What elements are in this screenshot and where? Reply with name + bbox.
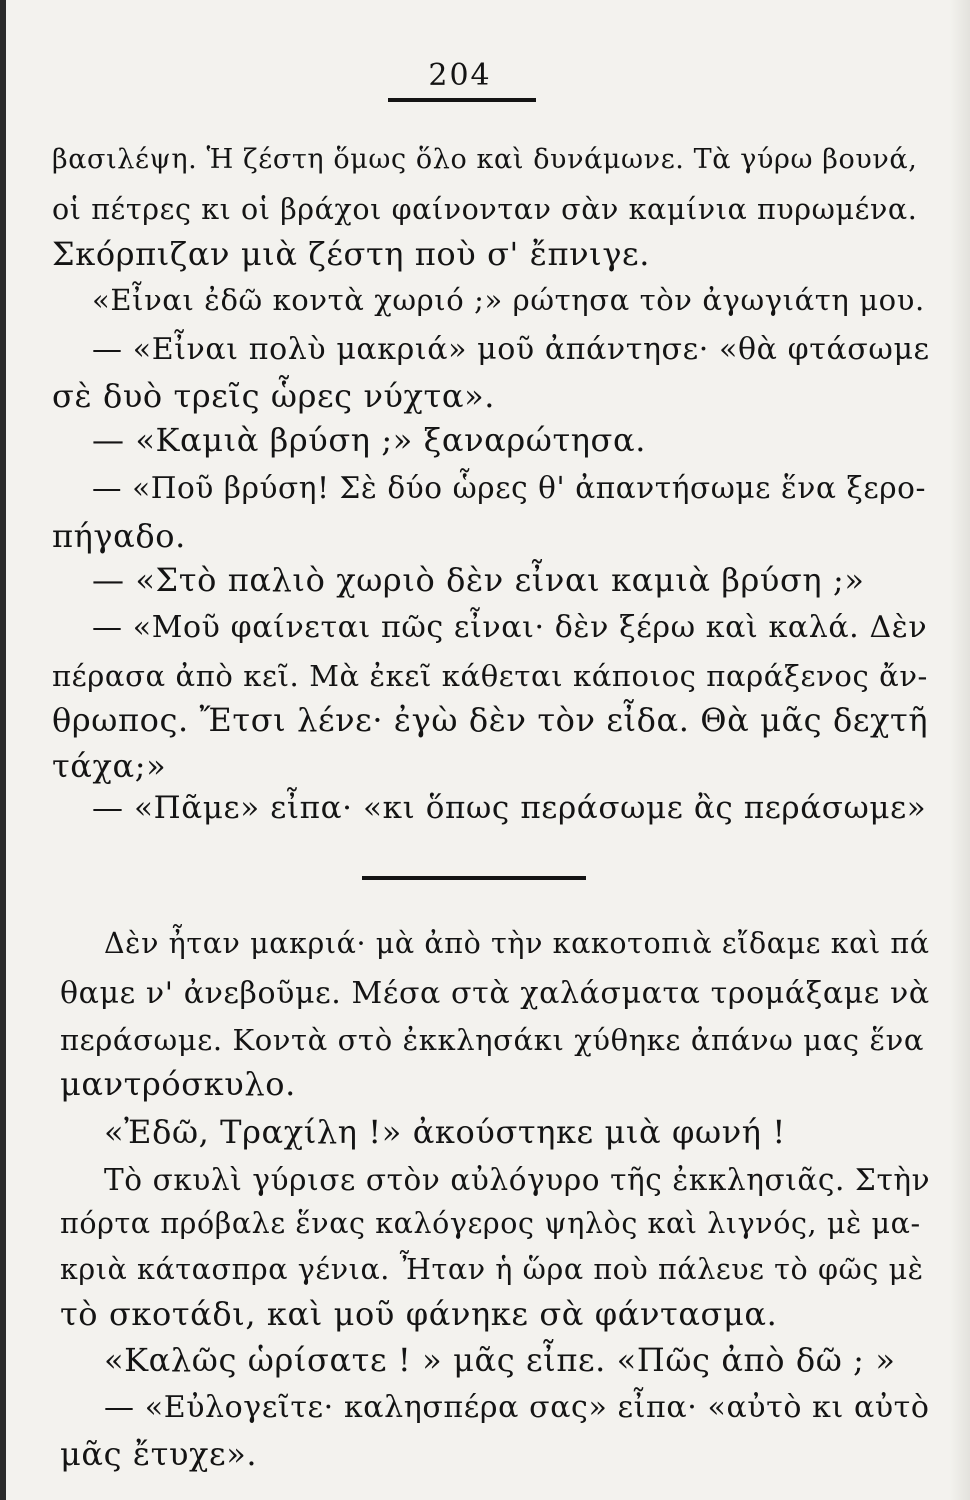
text-line: «Εἶναι ἐδῶ κοντὰ χωριό ;» ρώτησα τὸν ἀγωγιάτη μου.	[92, 283, 925, 317]
page-left-edge	[0, 0, 6, 1500]
text-line: βασιλέψη. Ἡ ζέστη ὅμως ὅλο καὶ δυνάμωνε. Τὰ γύρω βουνά,	[52, 144, 918, 175]
page-right-edge	[950, 0, 970, 1500]
text-line: — «Εὐλογεῖτε· καλησπέρα σας» εἶπα· «αὐτὸ κι αὐτὸ	[104, 1390, 930, 1425]
text-line: Δὲν ἦταν μακριά· μὰ ἀπὸ τὴν κακοτοπιὰ εἴδαμε καὶ πά	[104, 927, 930, 960]
text-line: σὲ δυὸ τρεῖς ὧρες νύχτα».	[52, 377, 496, 415]
text-line: περάσωμε. Κοντὰ στὸ ἐκκλησάκι χύθηκε ἀπάνω μας ἕνα	[60, 1023, 925, 1057]
text-line: «Ἐδῶ, Τραχίλη !» ἀκούστηκε μιὰ φωνή !	[104, 1113, 786, 1151]
text-line: — «Καμιὰ βρύση ;» ξαναρώτησα.	[92, 421, 646, 459]
text-line: — «Ποῦ βρύση! Σὲ δύο ὧρες θ' ἀπαντήσωμε ἕνα ξερο-	[92, 471, 927, 505]
section-divider	[362, 876, 586, 880]
text-line: τάχα;»	[52, 747, 167, 785]
text-line: μαντρόσκυλο.	[60, 1065, 296, 1103]
page-number: 204	[428, 58, 492, 93]
text-line: Σκόρπιζαν μιὰ ζέστη ποὺ σ' ἔπνιγε.	[52, 235, 651, 273]
text-line: θρωπος. Ἔτσι λένε· ἐγὼ δὲν τὸν εἶδα. Θὰ μᾶς δεχτῆ	[52, 701, 929, 739]
text-line: πήγαδο.	[52, 517, 186, 555]
text-line: — «Πᾶμε» εἶπα· «κι ὅπως περάσωμε ἂς περάσωμε»	[92, 790, 927, 826]
text-line: — «Στὸ παλιὸ χωριὸ δὲν εἶναι καμιὰ βρύση ;»	[92, 561, 865, 599]
text-line: πόρτα πρόβαλε ἕνας καλόγερος ψηλὸς καὶ λιγνός, μὲ μα-	[60, 1207, 921, 1240]
text-line: πέρασα ἀπὸ κεῖ. Μὰ ἐκεῖ κάθεται κάποιος παράξενος ἄν-	[52, 659, 928, 693]
text-line: μᾶς ἔτυχε».	[60, 1435, 258, 1473]
text-line: θαμε ν' ἀνεβοῦμε. Μέσα στὰ χαλάσματα τρομάξαμε νὰ	[60, 976, 930, 1011]
text-line: «Καλῶς ὡρίσατε ! » μᾶς εἶπε. «Πῶς ἀπὸ δῶ ; »	[104, 1341, 896, 1379]
text-line: κριὰ κάτασπρα γένια. Ἦταν ἡ ὥρα ποὺ πάλευε τὸ φῶς μὲ	[60, 1253, 924, 1286]
page-number-rule	[388, 98, 536, 102]
text-line: Τὸ σκυλὶ γύρισε στὸν αὐλόγυρο τῆς ἐκκλησιᾶς. Στὴν	[104, 1163, 931, 1197]
text-line: τὸ σκοτάδι, καὶ μοῦ φάνηκε σὰ φάντασμα.	[60, 1295, 778, 1333]
text-line: οἱ πέτρες κι οἱ βράχοι φαίνονταν σὰν καμίνια πυρωμένα.	[52, 193, 918, 226]
text-line: — «Εἶναι πολὺ μακριά» μοῦ ἀπάντησε· «θὰ φτάσωμε	[92, 332, 930, 367]
text-line: — «Μοῦ φαίνεται πῶς εἶναι· δὲν ξέρω καὶ καλά. Δὲν	[92, 610, 928, 645]
